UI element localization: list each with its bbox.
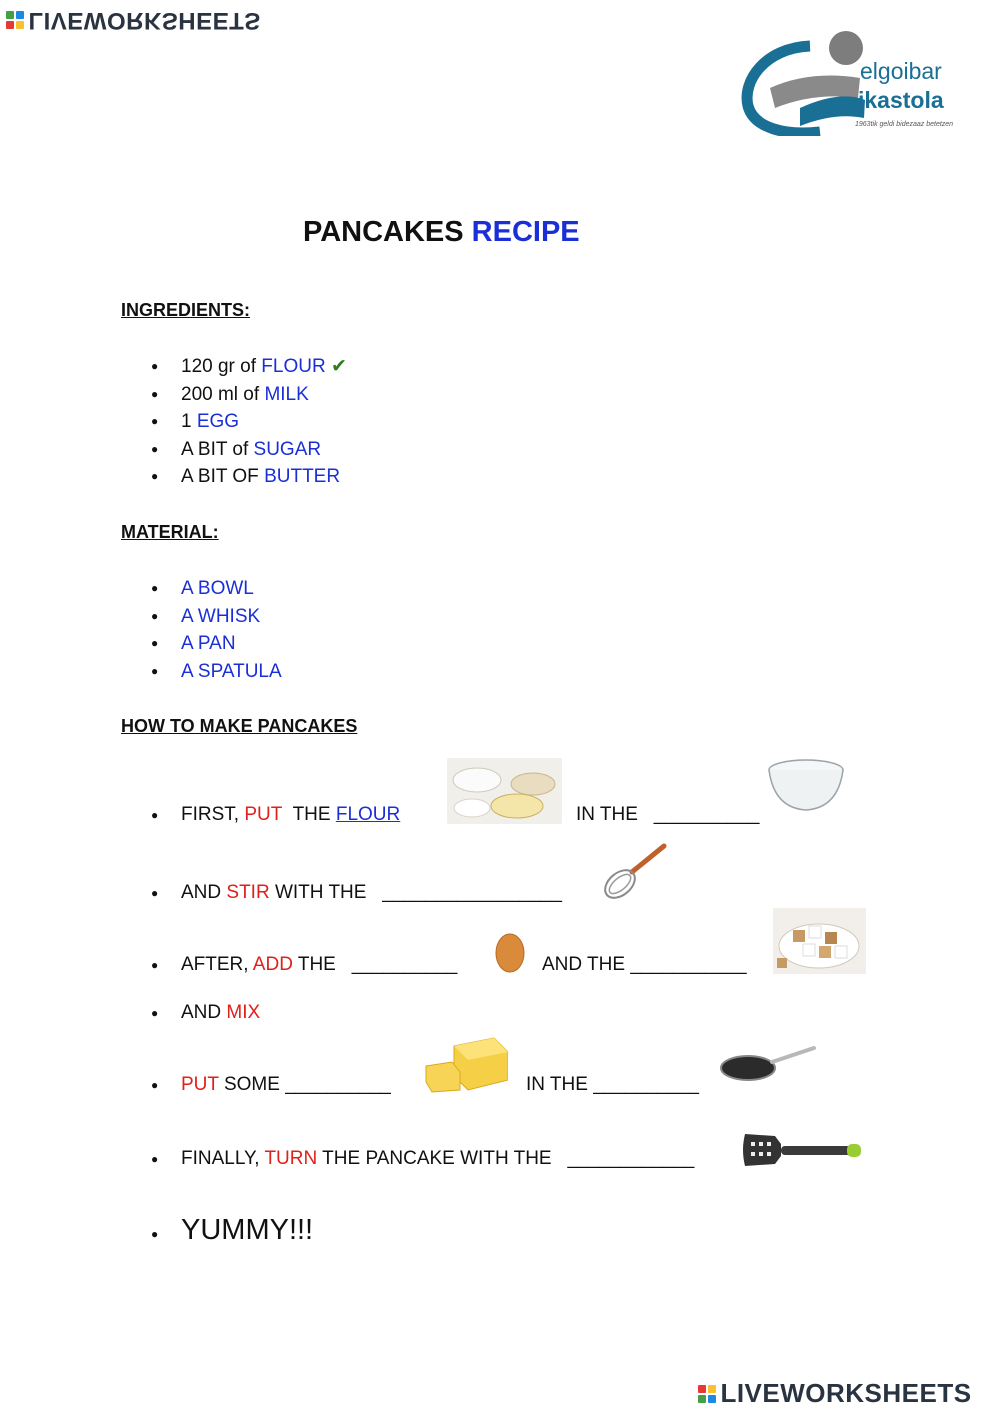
ingredient-qty: 200 ml of [181,383,265,405]
answer-blank-spatula[interactable]: ____________ [567,1148,695,1169]
step-text: AND [181,1002,227,1023]
step-5 [151,1074,391,1096]
title-recipe: RECIPE [471,216,580,248]
school-name-line2: ikastola [858,87,944,113]
step-5-tail [526,1074,699,1096]
material-bowl: ● A BOWL [121,575,521,603]
flour-image [447,758,562,824]
step-3-tail [542,954,747,976]
step-text: THE [292,954,342,975]
step-6 [151,1148,694,1170]
step-text: SOME [218,1074,286,1095]
butter-image [424,1036,508,1094]
yummy-text: YUMMY!!! [181,1214,314,1246]
bullet: ● [151,957,159,972]
material-spatula: ● A SPATULA [121,658,521,686]
title-pancakes: PANCAKES [303,216,464,248]
answer-blank-bowl[interactable]: __________ [653,804,760,825]
ingredient-sugar: SUGAR [253,438,322,460]
step-text: FINALLY, [181,1148,265,1169]
pan-image [720,1044,816,1088]
list-item [121,436,521,464]
filled-answer-flour[interactable]: FLOUR [335,804,401,825]
step-text: THE [292,804,336,825]
ingredients-list [121,353,521,491]
answer-blank-whisk[interactable]: _________________ [382,882,562,903]
step-text: IN THE [526,1074,594,1095]
ingredient-flour: FLOUR [261,356,326,377]
ingredient-qty: 120 gr of [181,356,262,377]
step-1-tail [576,804,759,826]
list-item [121,408,521,436]
final-line [151,1214,313,1247]
sugar-image [773,908,866,974]
ingredient-qty: A BIT of [181,438,254,460]
school-tagline: 1963tik geldi bidezaaz betetzen [855,121,954,128]
step-text: FIRST, [181,804,245,825]
answer-blank-egg[interactable]: __________ [351,954,458,975]
step-2 [151,882,562,904]
bottom-brand-logo [698,1378,972,1410]
step-1 [151,804,400,826]
verb-put-2: PUT [181,1074,219,1095]
ingredient-qty: A BIT OF [181,466,265,488]
step-text: WITH THE [269,882,372,903]
brand-blocks-icon [698,1385,716,1403]
verb-add: ADD [252,954,293,975]
step-text: IN THE [576,804,644,825]
bullet: ● [151,885,159,900]
egg-image [494,930,526,974]
top-brand-name: LIVEWORKSHEETS [28,7,261,34]
list-item [121,353,521,381]
list-item [121,463,521,491]
whisk-image [602,842,668,902]
ingredient-butter: BUTTER [264,466,341,488]
ingredient-milk: MILK [264,383,309,405]
page-title [303,216,580,249]
ingredient-qty: 1 [181,411,197,433]
school-logo [740,26,975,136]
bullet: ● [151,1005,159,1020]
material-pan: ● A PAN [121,630,521,658]
school-name-line1: elgoibar [860,58,942,84]
bullet: ● [151,1226,159,1241]
bottom-brand-name: LIVEWORKSHEETS [720,1378,972,1408]
material-whisk: ● A WHISK [121,603,521,631]
bowl-image [766,756,846,816]
verb-mix: MIX [226,1002,261,1023]
list-item [121,381,521,409]
ingredients-heading: INGREDIENTS: [121,300,251,320]
verb-put: PUT [244,804,283,825]
how-to-heading: HOW TO MAKE PANCAKES [121,716,358,736]
verb-turn: TURN [264,1148,318,1169]
step-4 [151,1002,260,1024]
bullet: ● [151,1077,159,1092]
check-icon: ✔ [330,356,347,377]
ingredient-egg: EGG [196,411,240,433]
answer-blank-sugar[interactable]: ___________ [630,954,747,975]
answer-blank-butter[interactable]: __________ [285,1074,391,1095]
step-text: AND THE [542,954,631,975]
verb-stir: STIR [226,882,270,903]
step-text: AND [181,882,227,903]
material-list [121,575,521,685]
step-text: AFTER, [181,954,253,975]
bullet: ● [151,1151,159,1166]
bullet: ● [151,807,159,822]
top-brand-logo [6,4,261,34]
brand-blocks-icon [6,11,24,29]
step-3 [151,954,457,976]
step-text: THE PANCAKE WITH THE [317,1148,557,1169]
spatula-image [741,1130,863,1168]
answer-blank-pan[interactable]: __________ [593,1074,699,1095]
material-heading: MATERIAL: [121,522,219,542]
